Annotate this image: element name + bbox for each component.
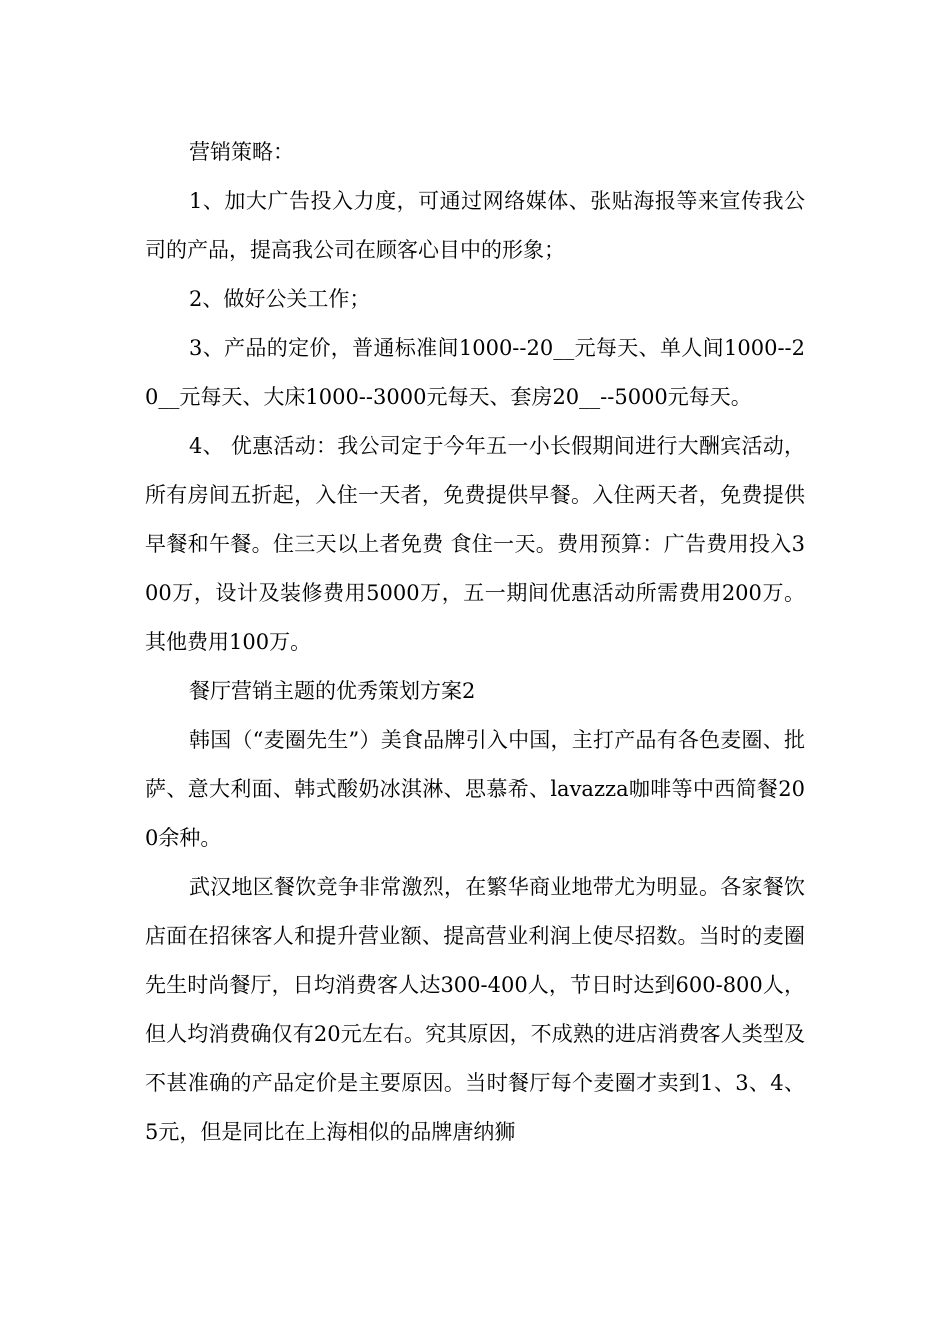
paragraph-public-relations: 2、做好公关工作； — [189, 287, 371, 311]
document-page — [145, 128, 805, 1157]
paragraph-marketing-strategy-heading: 营销策略： — [189, 140, 294, 164]
paragraph-brand-intro: 韩国（“麦圈先生”）美食品牌引入中国，主打产品有各色麦圈、批萨、意大利面、韩式酸奶冰淇淋、思慕希、lavazza咖啡等中西简餐200余种。 — [145, 728, 805, 850]
paragraph-advertising: 1、加大广告投入力度，可通过网络媒体、张贴海报等来宣传我公司的产品，提高我公司在顾客心目中的形象； — [145, 189, 805, 262]
paragraph-market-analysis: 武汉地区餐饮竞争非常激烈，在繁华商业地带尤为明显。各家餐饮店面在招徕客人和提升营业额、提高营业利润上使尽招数。当时的麦圈先生时尚餐厅，日均消费客人达300-400人，节日时达到600-800人，但人均消费确仅有20元左右。究其原因，不成熟的进店消费客人类型及不甚准确的产品定价是主要原因。当时餐厅每个麦圈才卖到1、3、4、5元，但是同比在上海相似的品牌唐纳狮 — [145, 875, 805, 1144]
section-title-plan-2: 餐厅营销主题的优秀策划方案2 — [189, 679, 476, 703]
paragraph-pricing: 3、产品的定价，普通标准间1000--20__元每天、单人间1000--20__元每天、大床1000--3000元每天、套房20__--5000元每天。 — [145, 336, 805, 409]
paragraph-promotion: 4、 优惠活动：我公司定于今年五一小长假期间进行大酬宾活动，所有房间五折起，入住一天者，免费提供早餐。入住两天者，免费提供早餐和午餐。住三天以上者免费 食住一天。费用预算：广告费用投入300万，设计及装修费用5000万，五一期间优惠活动所需费用200万。其他费用100万。 — [145, 434, 805, 654]
